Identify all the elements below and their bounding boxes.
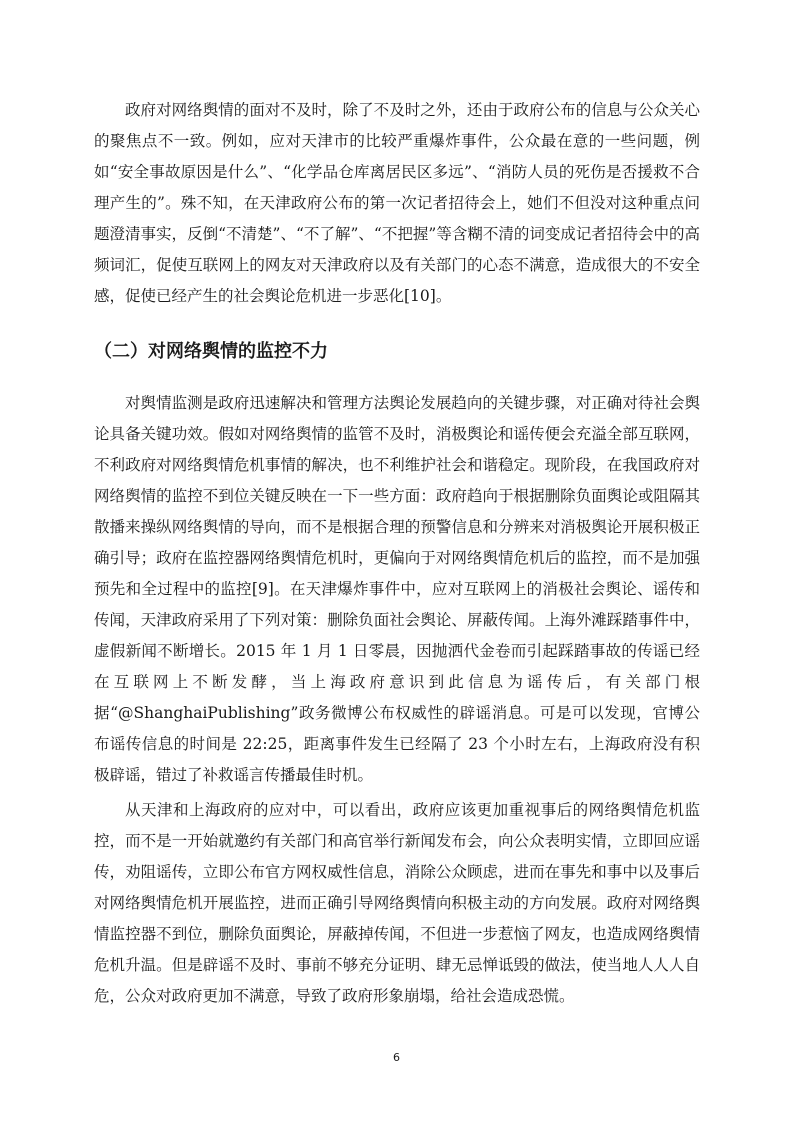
body-paragraph: 从天津和上海政府的应对中，可以看出，政府应该更加重视事后的网络舆情危机监控，而不是一开始就邀约有关部门和高官举行新闻发布会，向公众表明实情，立即回应谣传，劝阻谣传，立即公布官方网权威性信息，消除公众顾虑，进而在事先和事中以及事后对网络舆情危机开展监控，进而正确引导网络舆情向积极主动的方向发展。政府对网络舆情监控器不到位，删除负面舆论，屏蔽掉传闻，不但进一步惹恼了网友，也造成网络舆情危机升温。但是辟谣不及时、事前不够充分证明、肆无忌惮诋毁的做法，使当地人人人自危，公众对政府更加不满意，导致了政府形象崩塌，给社会造成恐慌。 [94,801,700,1005]
page-number: 6 [393,1051,400,1064]
body-paragraph: 政府对网络舆情的面对不及时，除了不及时之外，还由于政府公布的信息与公众关心的聚焦点不一致。例如，应对天津市的比较严重爆炸事件，公众最在意的一些问题，例如“安全事故原因是什么”、“化学品仓库离居民区多远”、“消防人员的死伤是否援救不合理产生的”。殊不知，在天津政府公布的第一次记者招待会上，她们不但没对这种重点问题澄清事实，反倒“不清楚”、“不了解”、“不把握”等含糊不清的词变成记者招待会中的高频词汇，促使互联网上的网友对天津政府以及有关部门的心态不满意，造成很大的不安全感，促使已经产生的社会舆论危机进一步恶化[10]。 [94,101,700,305]
section-heading: （二）对网络舆情的监控不力 [94,341,328,362]
body-paragraph: 对舆情监测是政府迅速解决和管理方法舆论发展趋向的关键步骤，对正确对待社会舆论具备关键功效。假如对网络舆情的监管不及时，消极舆论和谣传便会充溢全部互联网，不利政府对网络舆情危机事情的解决，也不利维护社会和谐稳定。现阶段，在我国政府对网络舆情的监控不到位关键反映在一下一些方面：政府趋向于根据删除负面舆论或阻隔其散播来操纵网络舆情的导向，而不是根据合理的预警信息和分辨来对消极舆论开展积极正确引导；政府在监控器网络舆情危机时，更偏向于对网络舆情危机后的监控，而不是加强预先和全过程中的监控[9]。在天津爆炸事件中，应对互联网上的消极社会舆论、谣传和传闻，天津政府采用了下列对策：删除负面社会舆论、屏蔽传闻。上海外滩踩踏事件中，虚假新闻不断增长。2015 年 1 月 1 日零晨，因抛洒代金卷而引起踩踏事故的传谣已经在互联网上不断发酵，当上海政府意识到此信息为谣传后，有关部门根据“@ShanghaiPublishing”政务微博公布权威性的辟谣消息。可是可以发现，官博公布谣传信息的时间是 22:25，距离事件发生已经隔了 23 个小时左右，上海政府没有积极辟谣，错过了补救谣言传播最佳时机。 [94,394,700,784]
